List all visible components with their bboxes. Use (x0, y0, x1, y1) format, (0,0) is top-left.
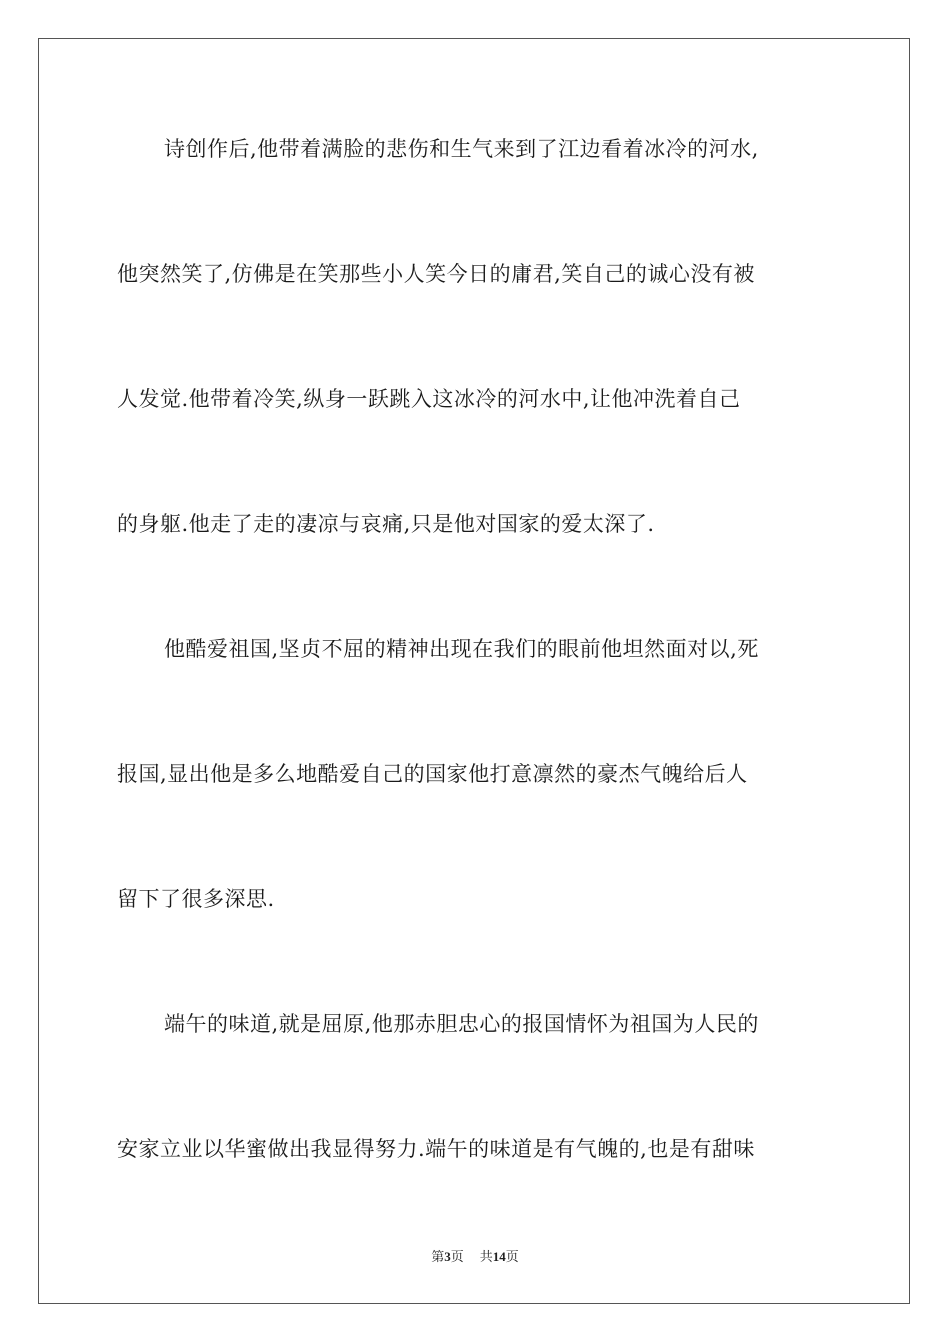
paragraph-2-line-3: 留下了很多深思. (117, 887, 275, 911)
footer-page-prefix: 第 (431, 1249, 445, 1264)
paragraph-1-line-2: 他突然笑了,仿佛是在笑那些小人笑今日的庸君,笑自己的诚心没有被 (117, 262, 755, 286)
footer-total-suffix: 页 (505, 1249, 519, 1264)
page-footer (0, 1246, 950, 1265)
footer-total-pages: 14 (492, 1249, 506, 1264)
footer-page-number: 3 (444, 1249, 451, 1264)
page-border (38, 38, 910, 1304)
paragraph-1-line-1: 诗创作后,他带着满脸的悲伤和生气来到了江边看着冰冷的河水, (164, 137, 759, 161)
paragraph-3-line-1: 端午的味道,就是屈原,他那赤胆忠心的报国情怀为祖国为人民的 (164, 1012, 759, 1036)
paragraph-2-line-2: 报国,显出他是多么地酷爱自己的国家他打意凛然的豪杰气魄给后人 (117, 762, 748, 786)
paragraph-1-line-4: 的身躯.他走了走的凄凉与哀痛,只是他对国家的爱太深了. (117, 512, 655, 536)
footer-page-suffix: 页 (450, 1249, 464, 1264)
paragraph-2-line-1: 他酷爱祖国,坚贞不屈的精神出现在我们的眼前他坦然面对以,死 (164, 637, 759, 661)
paragraph-3-line-2: 安家立业以华蜜做出我显得努力.端午的味道是有气魄的,也是有甜味 (117, 1137, 755, 1161)
paragraph-1-line-3: 人发觉.他带着冷笑,纵身一跃跳入这冰冷的河水中,让他冲洗着自己 (117, 387, 741, 411)
footer-total-prefix: 共 (479, 1249, 493, 1264)
